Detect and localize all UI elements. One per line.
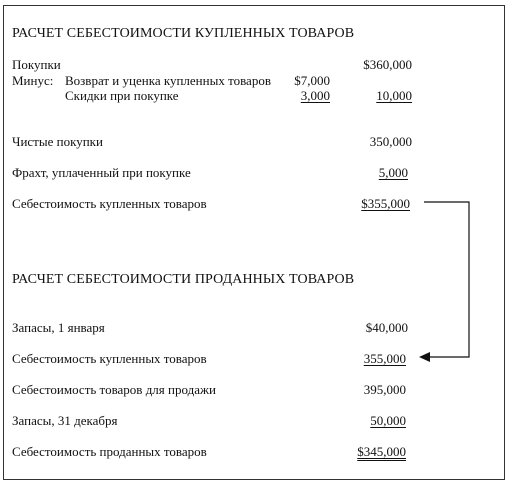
discounts-label: Скидки при покупке	[65, 88, 179, 103]
freight-in-amount: 5,000	[378, 165, 408, 180]
returns-discounts-total: 10,000	[376, 88, 412, 103]
returns-amount: $7,000	[294, 73, 330, 88]
cost-purchased-carry-label: Себестоимость купленных товаров	[12, 351, 207, 366]
beginning-inventory-label: Запасы, 1 января	[12, 320, 105, 335]
sold-section-title: РАСЧЕТ СЕБЕСТОИМОСТИ ПРОДАННЫХ ТОВАРОВ	[12, 272, 355, 287]
net-purchases-amount: 350,000	[369, 134, 412, 149]
cogs-label: Себестоимость проданных товаров	[12, 444, 207, 459]
ending-inventory-label: Запасы, 31 декабря	[12, 413, 118, 428]
ending-inventory-amount: 50,000	[370, 413, 406, 428]
purchases-section-title: РАСЧЕТ СЕБЕСТОИМОСТИ КУПЛЕННЫХ ТОВАРОВ	[12, 26, 355, 41]
cost-purchased-carry-amount: 355,000	[363, 351, 406, 366]
cost-purchased-label: Себестоимость купленных товаров	[12, 196, 207, 211]
purchases-label: Покупки	[12, 57, 61, 72]
less-label: Минус:	[12, 73, 54, 88]
available-for-sale-label: Себестоимость товаров для продажи	[12, 382, 216, 397]
returns-label: Возврат и уценка купленных товаров	[65, 73, 271, 88]
cogs-amount: $345,000	[357, 444, 406, 459]
discounts-amount: 3,000	[300, 88, 330, 103]
available-for-sale-amount: 395,000	[363, 382, 406, 397]
cost-purchased-amount: $355,000	[361, 196, 410, 211]
freight-in-label: Фрахт, уплаченный при покупке	[12, 165, 191, 180]
purchases-amount: $360,000	[363, 57, 412, 72]
beginning-inventory-amount: $40,000	[365, 320, 408, 335]
net-purchases-label: Чистые покупки	[12, 134, 103, 149]
